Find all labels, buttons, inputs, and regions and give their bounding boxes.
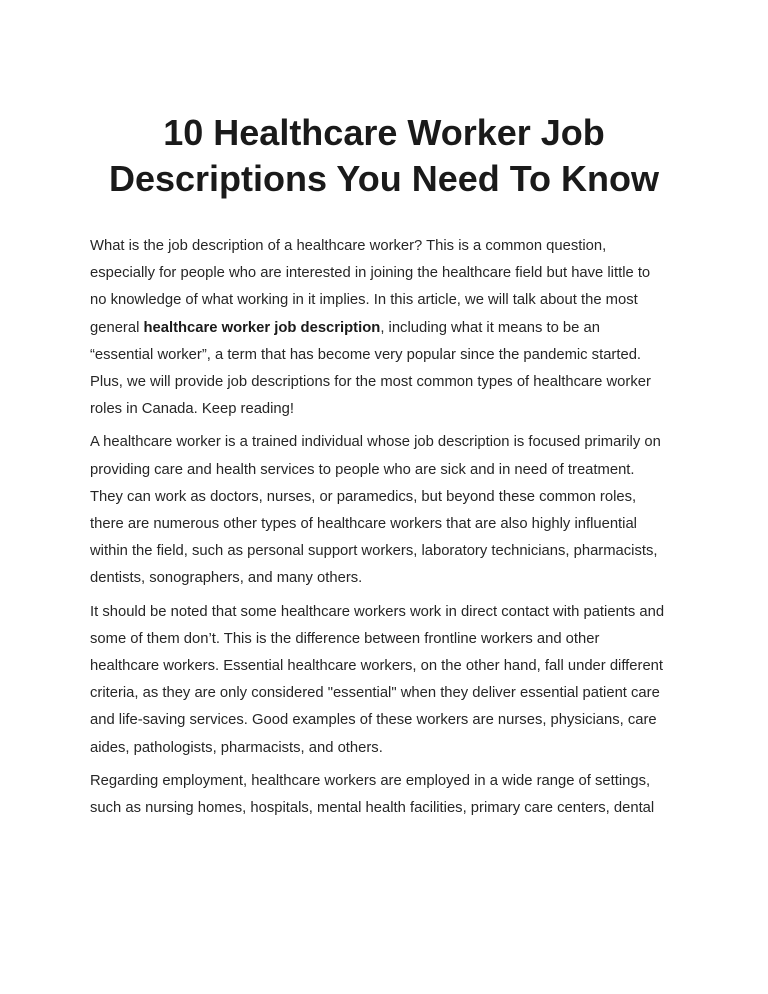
paragraph-employment (90, 768, 682, 822)
paragraph-intro (90, 233, 682, 423)
text-line: Regarding employment, healthcare workers are employed in a wide range of settings, (90, 772, 651, 789)
text-line: such as nursing homes, hospitals, mental health facilities, primary care centers, dental (90, 800, 655, 817)
text-line: within the field, such as personal support workers, laboratory technicians, pharmacists, (90, 543, 658, 560)
text-line: some of them don’t. This is the difference between frontline workers and other (90, 630, 600, 647)
text-line: and life-saving services. Good examples of these workers are nurses, physicians, care (90, 712, 657, 729)
text-run: general (90, 319, 144, 336)
bold-keyword: healthcare worker job description (143, 319, 381, 336)
text-line: no knowledge of what working in it implies. In this article, we will talk about the most (90, 292, 638, 309)
document-body (90, 233, 682, 828)
text-line: dentists, sonographers, and many others. (90, 570, 363, 587)
title-line: Descriptions You Need To Know (108, 158, 660, 199)
text-line: there are numerous other types of healthcare workers that are also highly influential (90, 516, 637, 533)
text-line: A healthcare worker is a trained individual whose job description is focused primarily on (90, 434, 661, 451)
text-line: criteria, as they are only considered "essential" when they deliver essential patient care (90, 685, 660, 702)
text-line: providing care and health services to people who are sick and in need of treatment. (90, 461, 635, 478)
text-line: aides, pathologists, pharmacists, and others. (90, 739, 383, 756)
text-line-with-bold (90, 315, 682, 342)
paragraph-definition (90, 429, 682, 592)
paragraph-frontline (90, 599, 682, 762)
text-line: “essential worker”, a term that has become very popular since the pandemic started. (90, 346, 642, 363)
title-line: 10 Healthcare Worker Job (163, 112, 605, 153)
text-line: healthcare workers. Essential healthcare workers, on the other hand, fall under different (90, 658, 664, 675)
text-line: They can work as doctors, nurses, or paramedics, but beyond these common roles, (90, 488, 637, 505)
text-run: , including what it means to be an (380, 319, 600, 336)
text-line: roles in Canada. Keep reading! (90, 401, 295, 418)
text-line: especially for people who are interested in joining the healthcare field but have little to (90, 265, 651, 282)
text-line: Plus, we will provide job descriptions for the most common types of healthcare worker (90, 374, 651, 391)
text-line: What is the job description of a healthcare worker? This is a common question, (90, 238, 607, 254)
document-title (60, 110, 708, 202)
text-line: It should be noted that some healthcare workers work in direct contact with patients and (90, 603, 665, 620)
